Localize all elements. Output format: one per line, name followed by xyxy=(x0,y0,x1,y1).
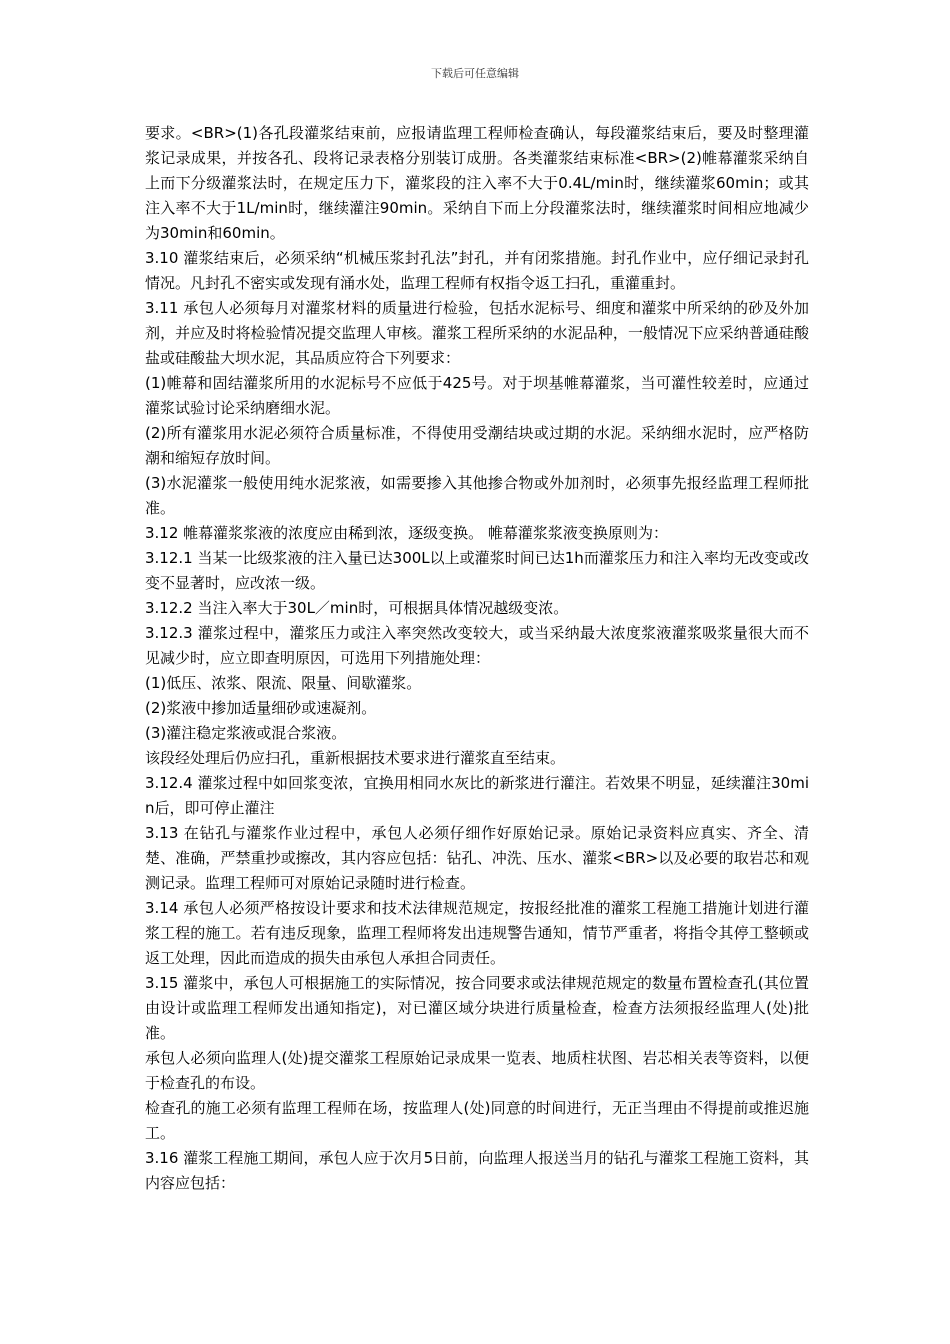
document-body xyxy=(145,121,809,1196)
paragraph-10: 3.12.3 灌浆过程中，灌浆压力或注入率突然改变较大，或当采纳最大浓度浆液灌浆吸浆量很大而不见减少时，应立即查明原因，可选用下列措施处理： xyxy=(145,624,809,667)
paragraph-3: 3.11 承包人必须每月对灌浆材料的质量进行检验，包括水泥标号、细度和灌浆中所采纳的砂及外加剂，并应及时将检验情况提交监理人审核。灌浆工程所采纳的水泥品种，一般情况下应采纳普通硅酸盐或硅酸盐大坝水泥，其品质应符合下列要求： xyxy=(145,299,809,367)
paragraph-8: 3.12.1 当某一比级浆液的注入量已达300L以上或灌浆时间已达1h而灌浆压力和注入率均无改变或改变不显著时，应改浓一级。 xyxy=(145,549,809,592)
paragraph-11: (1)低压、浓浆、限流、限量、间歇灌浆。 xyxy=(145,674,422,692)
paragraph-12: (2)浆液中掺加适量细砂或速凝剂。 xyxy=(145,699,377,717)
paragraph-4: (1)帷幕和固结灌浆所用的水泥标号不应低于425号。对于坝基帷幕灌浆，当可灌性较差时，应通过灌浆试验讨论采纳磨细水泥。 xyxy=(145,374,809,417)
paragraph-6: (3)水泥灌浆一般使用纯水泥浆液，如需要掺入其他掺合物或外加剂时，必须事先报经监理工程师批准。 xyxy=(145,474,809,517)
paragraph-15: 3.12.4 灌浆过程中如回浆变浓，宜换用相同水灰比的新浆进行灌注。若效果不明显，延续灌注30min后，即可停止灌注 xyxy=(145,774,809,817)
paragraph-18: 3.15 灌浆中，承包人可根据施工的实际情况，按合同要求或法律规范规定的数量布置检查孔(其位置由设计或监理工程师发出通知指定)，对已灌区域分块进行质量检查，检查方法须报经监理人(处)批准。 xyxy=(145,974,809,1042)
paragraph-5: (2)所有灌浆用水泥必须符合质量标准，不得使用受潮结块或过期的水泥。采纳细水泥时，应严格防潮和缩短存放时间。 xyxy=(145,424,809,467)
paragraph-2: 3.10 灌浆结束后，必须采纳“机械压浆封孔法”封孔，并有闭浆措施。封孔作业中，应仔细记录封孔情况。凡封孔不密实或发现有涌水处，监理工程师有权指令返工扫孔，重灌重封。 xyxy=(145,249,809,292)
paragraph-9: 3.12.2 当注入率大于30L／min时，可根据具体情况越级变浓。 xyxy=(145,599,569,617)
paragraph-17: 3.14 承包人必须严格按设计要求和技术法律规范规定，按报经批准的灌浆工程施工措施计划进行灌浆工程的施工。若有违反现象，监理工程师将发出违规警告通知，情节严重者，将指令其停工整顿或返工处理，因此而造成的损失由承包人承担合同责任。 xyxy=(145,899,809,967)
paragraph-21: 3.16 灌浆工程施工期间，承包人应于次月5日前，向监理人报送当月的钻孔与灌浆工程施工资料，其内容应包括： xyxy=(145,1149,809,1192)
paragraph-14: 该段经处理后仍应扫孔，重新根据技术要求进行灌浆直至结束。 xyxy=(145,749,566,767)
page-header: 下载后可任意编辑 xyxy=(431,67,519,80)
paragraph-16: 3.13 在钻孔与灌浆作业过程中，承包人必须仔细作好原始记录。原始记录资料应真实、齐全、清楚、准确，严禁重抄或擦改，其内容应包括：钻孔、冲洗、压水、灌浆<BR>以及必要的取岩芯和观测记录。监理工程师可对原始记录随时进行检查。 xyxy=(145,824,809,892)
paragraph-7: 3.12 帷幕灌浆浆液的浓度应由稀到浓，逐级变换。 帷幕灌浆浆液变换原则为： xyxy=(145,524,668,542)
paragraph-20: 检查孔的施工必须有监理工程师在场，按监理人(处)同意的时间进行，无正当理由不得提前或推迟施工。 xyxy=(145,1099,809,1142)
paragraph-19: 承包人必须向监理人(处)提交灌浆工程原始记录成果一览表、地质柱状图、岩芯相关表等资料，以便于检查孔的布设。 xyxy=(145,1049,809,1092)
paragraph-1: 要求。<BR>(1)各孔段灌浆结束前，应报请监理工程师检查确认，每段灌浆结束后，要及时整理灌浆记录成果，并按各孔、段将记录表格分别装订成册。各类灌浆结束标准<BR>(2)帷幕灌浆采纳自上而下分级灌浆法时，在规定压力下，灌浆段的注入率不大于0.4L/min时，继续灌浆60min；或其注入率不大于1L/min时，继续灌注90min。采纳自下而上分段灌浆法时，继续灌浆时间相应地减少为30min和60min。 xyxy=(145,124,809,242)
paragraph-13: (3)灌注稳定浆液或混合浆液。 xyxy=(145,724,347,742)
